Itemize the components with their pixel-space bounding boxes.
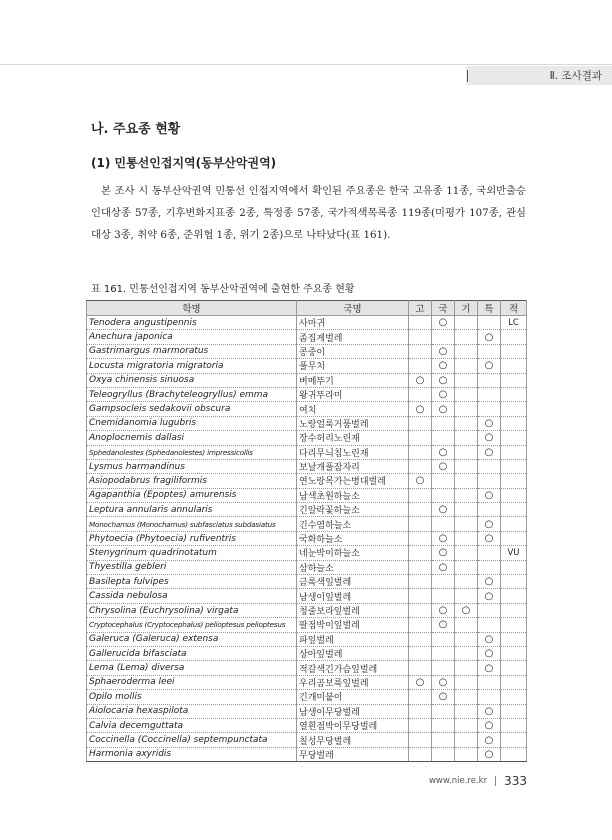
table-row (87, 661, 527, 675)
climate-indicator-cell (455, 733, 478, 747)
korean-name-cell: 상아잎벌레 (297, 646, 409, 660)
table-row (87, 733, 527, 747)
table-row (87, 373, 527, 387)
endemic-cell (409, 431, 432, 445)
korean-name-cell: 긴개미붙이 (297, 690, 409, 704)
col-header-red-list: 적 (501, 301, 527, 316)
climate-indicator-cell (455, 718, 478, 732)
scientific-name-cell: Chrysolina (Euchrysolina) virgata (87, 603, 297, 617)
table-row (87, 330, 527, 344)
climate-indicator-cell (455, 661, 478, 675)
red-list-cell (501, 517, 527, 531)
korean-name-cell: 여치 (297, 402, 409, 416)
red-list-cell: LC (501, 316, 527, 330)
footer (429, 774, 527, 788)
climate-indicator-cell (455, 517, 478, 531)
red-list-cell (501, 416, 527, 430)
export-approval-cell: ○ (432, 459, 455, 473)
scientific-name-cell: Opilo mollis (87, 690, 297, 704)
scientific-name-cell: Lysmus harmandinus (87, 459, 297, 473)
korean-name-cell: 보날개풀잠자리 (297, 459, 409, 473)
korean-name-cell: 칠성무당벌레 (297, 733, 409, 747)
scientific-name-cell: Monochamus (Monochamus) subfasciatus subdasiatus (87, 517, 297, 531)
body-text (91, 180, 526, 246)
scientific-name-cell: Asiopodabrus fragiliformis (87, 474, 297, 488)
chapter-tab (466, 66, 612, 85)
endemic-cell (409, 359, 432, 373)
specific-species-cell (478, 546, 501, 560)
scientific-name-cell: Leptura annularis annularis (87, 503, 297, 517)
climate-indicator-cell (455, 459, 478, 473)
endemic-cell: ○ (409, 675, 432, 689)
specific-species-cell (478, 344, 501, 358)
footer-url: www.nie.re.kr (428, 776, 488, 786)
scientific-name-cell: Cassida nebulosa (87, 589, 297, 603)
export-approval-cell: ○ (432, 603, 455, 617)
col-header-export-approval: 국 (432, 301, 455, 316)
chapter-tab-divider (467, 70, 468, 82)
table-row (87, 603, 527, 617)
red-list-cell (501, 359, 527, 373)
specific-species-cell: ○ (478, 330, 501, 344)
table-row (87, 546, 527, 560)
scientific-name-cell: Thyestilla gebleri (87, 560, 297, 574)
export-approval-cell (432, 431, 455, 445)
subsection-heading: (1) 민통선인접지역(동부산악권역) (91, 156, 277, 170)
endemic-cell (409, 416, 432, 430)
export-approval-cell: ○ (432, 316, 455, 330)
table-row (87, 431, 527, 445)
climate-indicator-cell (455, 445, 478, 459)
body-paragraph: 본 조사 시 동부산악권역 민통선 인접지역에서 확인된 주요종은 한국 고유종 11종, 국외반출승인대상종 57종, 기후변화지표종 2종, 특정종 57종, 국가적색목록종 119종(미평가 107종, 관심대상 3종, 취약 6종, 준위협 1종, 위기 2종)으로 나타났다(표 161). (91, 185, 526, 241)
red-list-cell (501, 747, 527, 761)
korean-name-cell: 사마귀 (297, 316, 409, 330)
korean-name-cell: 청줄보라잎벌레 (297, 603, 409, 617)
climate-indicator-cell (455, 575, 478, 589)
scientific-name-cell: Basilepta fulvipes (87, 575, 297, 589)
red-list-cell (501, 733, 527, 747)
red-list-cell (501, 330, 527, 344)
korean-name-cell: 열흰점박이무당벌레 (297, 718, 409, 732)
korean-name-cell: 금록색잎벌레 (297, 575, 409, 589)
korean-name-cell: 우리곰보룩잎벌레 (297, 675, 409, 689)
scientific-name-cell: Tenodera angustipennis (87, 316, 297, 330)
specific-species-cell (478, 387, 501, 401)
korean-name-cell: 좀집게벌레 (297, 330, 409, 344)
endemic-cell (409, 546, 432, 560)
table-row (87, 646, 527, 660)
climate-indicator-cell (455, 503, 478, 517)
specific-species-cell: ○ (478, 661, 501, 675)
korean-name-cell: 팔점박이잎벌레 (297, 618, 409, 632)
endemic-cell (409, 503, 432, 517)
table-row (87, 690, 527, 704)
export-approval-cell: ○ (432, 675, 455, 689)
section-heading: 나. 주요종 현황 (91, 122, 181, 137)
korean-name-cell: 다리무늬침노린재 (297, 445, 409, 459)
table-row (87, 503, 527, 517)
climate-indicator-cell (455, 402, 478, 416)
export-approval-cell: ○ (432, 359, 455, 373)
specific-species-cell (478, 316, 501, 330)
endemic-cell (409, 661, 432, 675)
export-approval-cell (432, 330, 455, 344)
climate-indicator-cell (455, 704, 478, 718)
climate-indicator-cell (455, 316, 478, 330)
table-row (87, 387, 527, 401)
export-approval-cell (432, 718, 455, 732)
red-list-cell (501, 690, 527, 704)
red-list-cell (501, 503, 527, 517)
scientific-name-cell: Coccinella (Coccinella) septempunctata (87, 733, 297, 747)
endemic-cell (409, 747, 432, 761)
red-list-cell (501, 431, 527, 445)
col-header-korean-name: 국명 (297, 301, 409, 316)
endemic-cell (409, 387, 432, 401)
scientific-name-cell: Aiolocaria hexaspilota (87, 704, 297, 718)
specific-species-cell: ○ (478, 575, 501, 589)
specific-species-cell: ○ (478, 531, 501, 545)
table-row (87, 517, 527, 531)
export-approval-cell: ○ (432, 618, 455, 632)
climate-indicator-cell (455, 675, 478, 689)
scientific-name-cell: Teleogryllus (Brachyteleogryllus) emma (87, 387, 297, 401)
species-table-body (87, 316, 527, 762)
endemic-cell (409, 488, 432, 502)
export-approval-cell (432, 704, 455, 718)
scientific-name-cell: Agapanthia (Epoptes) amurensis (87, 488, 297, 502)
export-approval-cell (432, 488, 455, 502)
table-row (87, 618, 527, 632)
endemic-cell (409, 330, 432, 344)
specific-species-cell (478, 459, 501, 473)
table-row (87, 316, 527, 330)
specific-species-cell: ○ (478, 517, 501, 531)
korean-name-cell: 긴알락꽃하늘소 (297, 503, 409, 517)
red-list-cell (501, 704, 527, 718)
endemic-cell: ○ (409, 402, 432, 416)
red-list-cell (501, 661, 527, 675)
climate-indicator-cell (455, 546, 478, 560)
scientific-name-cell: Lema (Lema) diversa (87, 661, 297, 675)
red-list-cell (501, 459, 527, 473)
endemic-cell (409, 632, 432, 646)
red-list-cell (501, 646, 527, 660)
table-row (87, 416, 527, 430)
specific-species-cell: ○ (478, 445, 501, 459)
specific-species-cell (478, 690, 501, 704)
climate-indicator-cell (455, 560, 478, 574)
export-approval-cell: ○ (432, 387, 455, 401)
korean-name-cell: 왕귀뚜라미 (297, 387, 409, 401)
endemic-cell (409, 316, 432, 330)
red-list-cell (501, 402, 527, 416)
korean-name-cell: 연노랑목가는병대벌레 (297, 474, 409, 488)
table-caption: 표 161. 민통선인접지역 동부산악권역에 출현한 주요종 현황 (91, 284, 355, 295)
species-table (86, 300, 527, 762)
endemic-cell: ○ (409, 373, 432, 387)
climate-indicator-cell (455, 431, 478, 445)
specific-species-cell: ○ (478, 646, 501, 660)
red-list-cell (501, 575, 527, 589)
specific-species-cell (478, 560, 501, 574)
korean-name-cell: 남생이무당벌레 (297, 704, 409, 718)
climate-indicator-cell (455, 646, 478, 660)
scientific-name-cell: Phytoecia (Phytoecia) rufiventris (87, 531, 297, 545)
export-approval-cell: ○ (432, 402, 455, 416)
scientific-name-cell: Anoplocnemis dallasi (87, 431, 297, 445)
export-approval-cell (432, 517, 455, 531)
endemic-cell (409, 646, 432, 660)
climate-indicator-cell (455, 531, 478, 545)
endemic-cell (409, 531, 432, 545)
specific-species-cell: ○ (478, 704, 501, 718)
scientific-name-cell: Locusta migratoria migratoria (87, 359, 297, 373)
scientific-name-cell: Calvia decemguttata (87, 718, 297, 732)
red-list-cell (501, 531, 527, 545)
scientific-name-cell: Gallerucida bifasciata (87, 646, 297, 660)
climate-indicator-cell (455, 632, 478, 646)
export-approval-cell (432, 575, 455, 589)
chapter-label: Ⅱ. 조사결과 (549, 70, 602, 82)
climate-indicator-cell (455, 416, 478, 430)
specific-species-cell: ○ (478, 589, 501, 603)
scientific-name-cell: Sphaeroderma leei (87, 675, 297, 689)
endemic-cell: ○ (409, 474, 432, 488)
endemic-cell (409, 618, 432, 632)
scientific-name-cell: Cnemidanomia lugubris (87, 416, 297, 430)
table-row (87, 402, 527, 416)
endemic-cell (409, 575, 432, 589)
red-list-cell (501, 675, 527, 689)
korean-name-cell: 무당벌레 (297, 747, 409, 761)
endemic-cell (409, 718, 432, 732)
red-list-cell (501, 488, 527, 502)
climate-indicator-cell (455, 330, 478, 344)
footer-divider (495, 776, 496, 786)
red-list-cell (501, 589, 527, 603)
export-approval-cell: ○ (432, 373, 455, 387)
climate-indicator-cell (455, 589, 478, 603)
korean-name-cell: 긴수염하늘소 (297, 517, 409, 531)
korean-name-cell: 국화하늘소 (297, 531, 409, 545)
col-header-specific-species: 특 (478, 301, 501, 316)
endemic-cell (409, 344, 432, 358)
scientific-name-cell: Gampsocleis sedakovii obscura (87, 402, 297, 416)
climate-indicator-cell (455, 373, 478, 387)
korean-name-cell: 파잎벌레 (297, 632, 409, 646)
export-approval-cell: ○ (432, 445, 455, 459)
korean-name-cell: 벼메뚜기 (297, 373, 409, 387)
specific-species-cell (478, 618, 501, 632)
table-row (87, 445, 527, 459)
export-approval-cell (432, 474, 455, 488)
export-approval-cell: ○ (432, 503, 455, 517)
red-list-cell (501, 603, 527, 617)
export-approval-cell (432, 747, 455, 761)
climate-indicator-cell (455, 747, 478, 761)
korean-name-cell: 적갈색긴가슴잎벌레 (297, 661, 409, 675)
scientific-name-cell: Anechura japonica (87, 330, 297, 344)
export-approval-cell: ○ (432, 546, 455, 560)
red-list-cell (501, 718, 527, 732)
korean-name-cell: 남생이잎벌레 (297, 589, 409, 603)
korean-name-cell: 노랑얼룩거품벌레 (297, 416, 409, 430)
korean-name-cell: 네눈박이하늘소 (297, 546, 409, 560)
specific-species-cell: ○ (478, 718, 501, 732)
korean-name-cell: 삼하늘소 (297, 560, 409, 574)
korean-name-cell: 장수허리노린재 (297, 431, 409, 445)
climate-indicator-cell (455, 474, 478, 488)
export-approval-cell (432, 733, 455, 747)
climate-indicator-cell (455, 690, 478, 704)
red-list-cell (501, 373, 527, 387)
export-approval-cell (432, 661, 455, 675)
climate-indicator-cell (455, 618, 478, 632)
specific-species-cell: ○ (478, 359, 501, 373)
korean-name-cell: 남색초원하늘소 (297, 488, 409, 502)
scientific-name-cell: Oxya chinensis sinuosa (87, 373, 297, 387)
scientific-name-cell: Galeruca (Galeruca) extensa (87, 632, 297, 646)
col-header-scientific-name: 학명 (87, 301, 297, 316)
red-list-cell (501, 387, 527, 401)
climate-indicator-cell (455, 359, 478, 373)
specific-species-cell (478, 675, 501, 689)
endemic-cell (409, 589, 432, 603)
red-list-cell: VU (501, 546, 527, 560)
climate-indicator-cell (455, 344, 478, 358)
table-row (87, 459, 527, 473)
climate-indicator-cell: ○ (455, 603, 478, 617)
col-header-climate-indicator: 기 (455, 301, 478, 316)
export-approval-cell (432, 416, 455, 430)
specific-species-cell: ○ (478, 747, 501, 761)
climate-indicator-cell (455, 387, 478, 401)
table-row (87, 718, 527, 732)
endemic-cell (409, 459, 432, 473)
table-row (87, 704, 527, 718)
scientific-name-cell: Sphedanolestes (Sphedanolestes) impressicollis (87, 445, 297, 459)
table-row (87, 488, 527, 502)
export-approval-cell (432, 589, 455, 603)
endemic-cell (409, 517, 432, 531)
endemic-cell (409, 704, 432, 718)
red-list-cell (501, 445, 527, 459)
scientific-name-cell: Cryptocephalus (Cryptocephalus) pelioptesus pelioptesus (87, 618, 297, 632)
table-row (87, 474, 527, 488)
red-list-cell (501, 632, 527, 646)
specific-species-cell (478, 474, 501, 488)
endemic-cell (409, 445, 432, 459)
red-list-cell (501, 560, 527, 574)
scientific-name-cell: Stenygrinum quadrinotatum (87, 546, 297, 560)
table-row (87, 359, 527, 373)
specific-species-cell: ○ (478, 733, 501, 747)
specific-species-cell: ○ (478, 632, 501, 646)
export-approval-cell: ○ (432, 560, 455, 574)
table-row (87, 531, 527, 545)
specific-species-cell (478, 503, 501, 517)
table-row (87, 344, 527, 358)
specific-species-cell: ○ (478, 416, 501, 430)
specific-species-cell (478, 402, 501, 416)
export-approval-cell (432, 646, 455, 660)
scientific-name-cell: Gastrimargus marmoratus (87, 344, 297, 358)
table-row (87, 560, 527, 574)
specific-species-cell (478, 373, 501, 387)
specific-species-cell: ○ (478, 431, 501, 445)
red-list-cell (501, 344, 527, 358)
red-list-cell (501, 618, 527, 632)
page-number: 333 (504, 774, 527, 788)
table-row (87, 589, 527, 603)
table-row (87, 747, 527, 761)
endemic-cell (409, 690, 432, 704)
specific-species-cell: ○ (478, 488, 501, 502)
red-list-cell (501, 474, 527, 488)
endemic-cell (409, 733, 432, 747)
species-table-wrapper (86, 300, 526, 762)
table-row (87, 632, 527, 646)
export-approval-cell (432, 632, 455, 646)
col-header-endemic: 고 (409, 301, 432, 316)
export-approval-cell: ○ (432, 531, 455, 545)
climate-indicator-cell (455, 488, 478, 502)
table-header-row (87, 301, 527, 316)
endemic-cell (409, 603, 432, 617)
export-approval-cell: ○ (432, 344, 455, 358)
scientific-name-cell: Harmonia axyridis (87, 747, 297, 761)
export-approval-cell: ○ (432, 690, 455, 704)
korean-name-cell: 풀무치 (297, 359, 409, 373)
table-row (87, 575, 527, 589)
table-row (87, 675, 527, 689)
korean-name-cell: 콩중이 (297, 344, 409, 358)
endemic-cell (409, 560, 432, 574)
specific-species-cell (478, 603, 501, 617)
header-rule (0, 64, 612, 65)
